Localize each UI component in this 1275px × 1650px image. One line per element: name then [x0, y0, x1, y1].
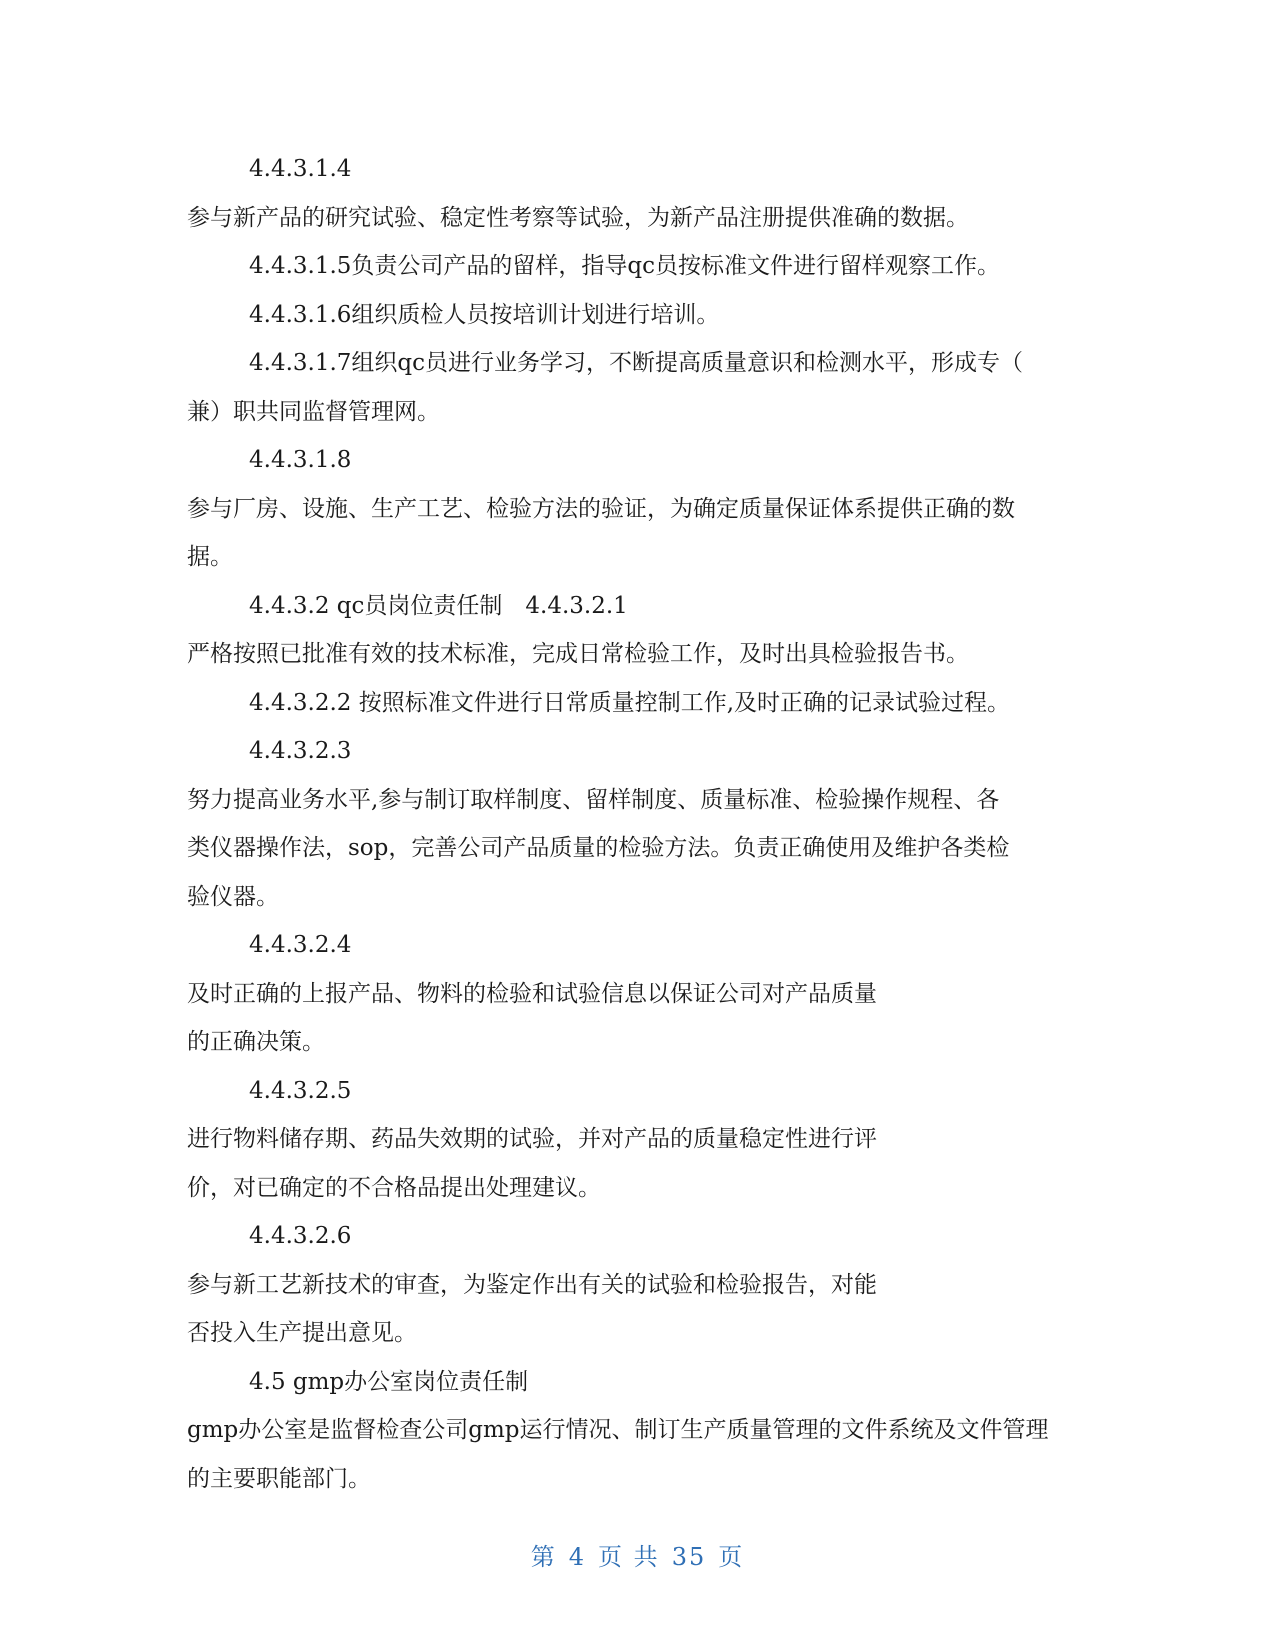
paragraph-line: 参与新工艺新技术的审查，为鉴定作出有关的试验和检验报告，对能 — [187, 1271, 877, 1298]
paragraph-line: 严格按照已批准有效的技术标准，完成日常检验工作，及时出具检验报告书。 — [187, 641, 969, 667]
paragraph-line: 4.4.3.2.3 — [249, 738, 352, 764]
paragraph-line: 进行物料储存期、药品失效期的试验，并对产品的质量稳定性进行评 — [187, 1126, 877, 1152]
paragraph-line: 的主要职能部门。 — [187, 1465, 371, 1492]
paragraph-line: 4.4.3.2 qc员岗位责任制 4.4.3.2.1 — [249, 592, 628, 619]
paragraph-line: 4.4.3.1.5负责公司产品的留样，指导qc员按标准文件进行留样观察工作。 — [249, 253, 1001, 279]
document-body — [187, 145, 1092, 1503]
paragraph-line: 4.4.3.2.2 按照标准文件进行日常质量控制工作,及时正确的记录试验过程。 — [249, 689, 1011, 716]
page-footer — [0, 1537, 1275, 1572]
paragraph-line: 兼）职共同监督管理网。 — [187, 398, 440, 425]
paragraph-line: 4.4.3.1.8 — [249, 447, 352, 473]
paragraph-line: 4.4.3.1.4 — [249, 156, 352, 182]
paragraph-line: 4.4.3.2.5 — [249, 1077, 352, 1104]
paragraph-line: 4.5 gmp办公室岗位责任制 — [249, 1368, 529, 1395]
paragraph-line: 类仪器操作法，sop，完善公司产品质量的检验方法。负责正确使用及维护各类检 — [187, 835, 1010, 861]
paragraph-line: 据。 — [187, 544, 233, 570]
footer-suffix: 页 — [718, 1543, 745, 1571]
paragraph-line: gmp办公室是监督检查公司gmp运行情况、制订生产质量管理的文件系统及文件管理 — [187, 1417, 1049, 1443]
paragraph-line: 4.4.3.2.4 — [249, 932, 352, 958]
paragraph-line: 验仪器。 — [187, 883, 279, 910]
paragraph-line: 参与厂房、设施、生产工艺、检验方法的验证，为确定质量保证体系提供正确的数 — [187, 495, 1015, 522]
paragraph-line: 4.4.3.2.6 — [249, 1223, 352, 1249]
paragraph-line: 参与新产品的研究试验、稳定性考察等试验，为新产品注册提供准确的数据。 — [187, 204, 969, 231]
footer-total-pages: 35 — [671, 1543, 707, 1571]
paragraph-line: 的正确决策。 — [187, 1029, 325, 1055]
footer-prefix: 第 — [530, 1543, 557, 1571]
paragraph-line: 否投入生产提出意见。 — [187, 1320, 417, 1346]
paragraph-line: 努力提高业务水平,参与制订取样制度、留样制度、质量标准、检验操作规程、各 — [187, 786, 1000, 813]
paragraph-line: 价，对已确定的不合格品提出处理建议。 — [187, 1174, 601, 1201]
paragraph-line: 及时正确的上报产品、物料的检验和试验信息以保证公司对产品质量 — [187, 980, 877, 1007]
paragraph-line: 4.4.3.1.7组织qc员进行业务学习，不断提高质量意识和检测水平，形成专（ — [249, 350, 1024, 376]
footer-middle: 页 共 — [598, 1543, 660, 1571]
paragraph-line: 4.4.3.1.6组织质检人员按培训计划进行培训。 — [249, 301, 720, 328]
footer-page-number: 4 — [568, 1543, 587, 1571]
